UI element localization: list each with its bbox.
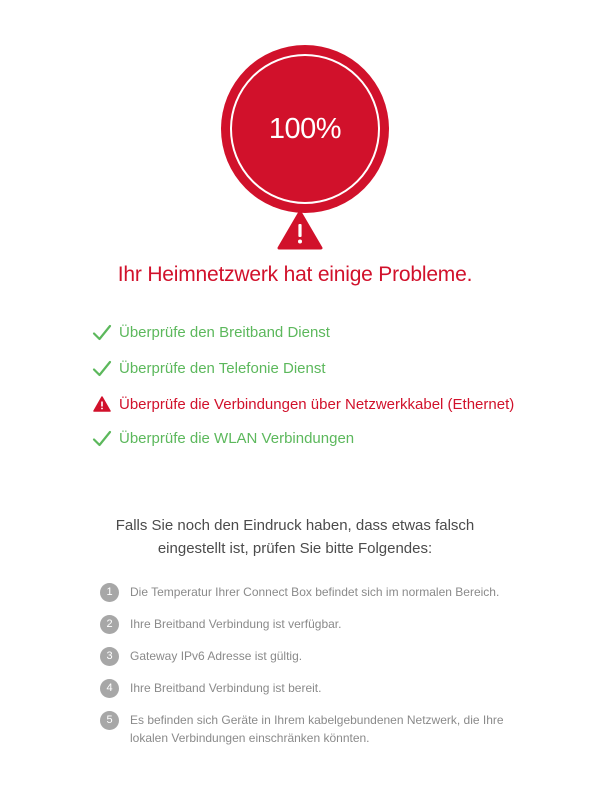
step-number-badge: 2 <box>100 615 119 634</box>
checkmark-icon <box>92 323 112 343</box>
progress-label: 100% <box>230 54 380 204</box>
step-text: Gateway IPv6 Adresse ist gültig. <box>130 649 303 663</box>
step-item <box>100 615 520 633</box>
step-text: Ihre Breitband Verbindung ist verfügbar. <box>130 617 342 631</box>
check-item-ethernet <box>90 394 550 416</box>
check-item-label: Überprüfe den Telefonie Dienst <box>119 360 326 377</box>
check-item-broadband <box>90 322 550 344</box>
step-text: Die Temperatur Ihrer Connect Box befindet sich im normalen Bereich. <box>130 585 500 599</box>
check-item-wlan <box>90 428 550 450</box>
step-text: Es befinden sich Geräte in Ihrem kabelgebundenen Netzwerk, die Ihre lokalen Verbindungen einschränken könnten. <box>130 713 504 745</box>
troubleshoot-steps <box>100 583 520 761</box>
info-text: Falls Sie noch den Eindruck haben, dass etwas falsch eingestellt ist, prüfen Sie bitte Folgendes: <box>115 517 475 557</box>
step-number-badge: 4 <box>100 679 119 698</box>
warning-triangle-icon <box>93 396 111 412</box>
checkmark-icon <box>92 359 112 379</box>
check-item-label: Überprüfe die Verbindungen über Netzwerkkabel (Ethernet) <box>119 396 515 413</box>
status-headline: Ihr Heimnetzwerk hat einige Probleme. <box>117 263 473 286</box>
check-item-label: Überprüfe die WLAN Verbindungen <box>119 430 355 447</box>
warning-triangle-icon <box>277 210 323 250</box>
step-item <box>100 711 520 747</box>
checkmark-icon <box>92 429 112 449</box>
step-item <box>100 647 520 665</box>
check-item-label: Überprüfe den Breitband Dienst <box>119 324 330 341</box>
step-number-badge: 1 <box>100 583 119 602</box>
check-list <box>90 322 550 464</box>
check-item-telephony <box>90 358 550 380</box>
progress-circle <box>221 45 389 213</box>
step-item <box>100 583 520 601</box>
step-item <box>100 679 520 697</box>
step-number-badge: 5 <box>100 711 119 730</box>
step-text: Ihre Breitband Verbindung ist bereit. <box>130 681 322 695</box>
step-number-badge: 3 <box>100 647 119 666</box>
